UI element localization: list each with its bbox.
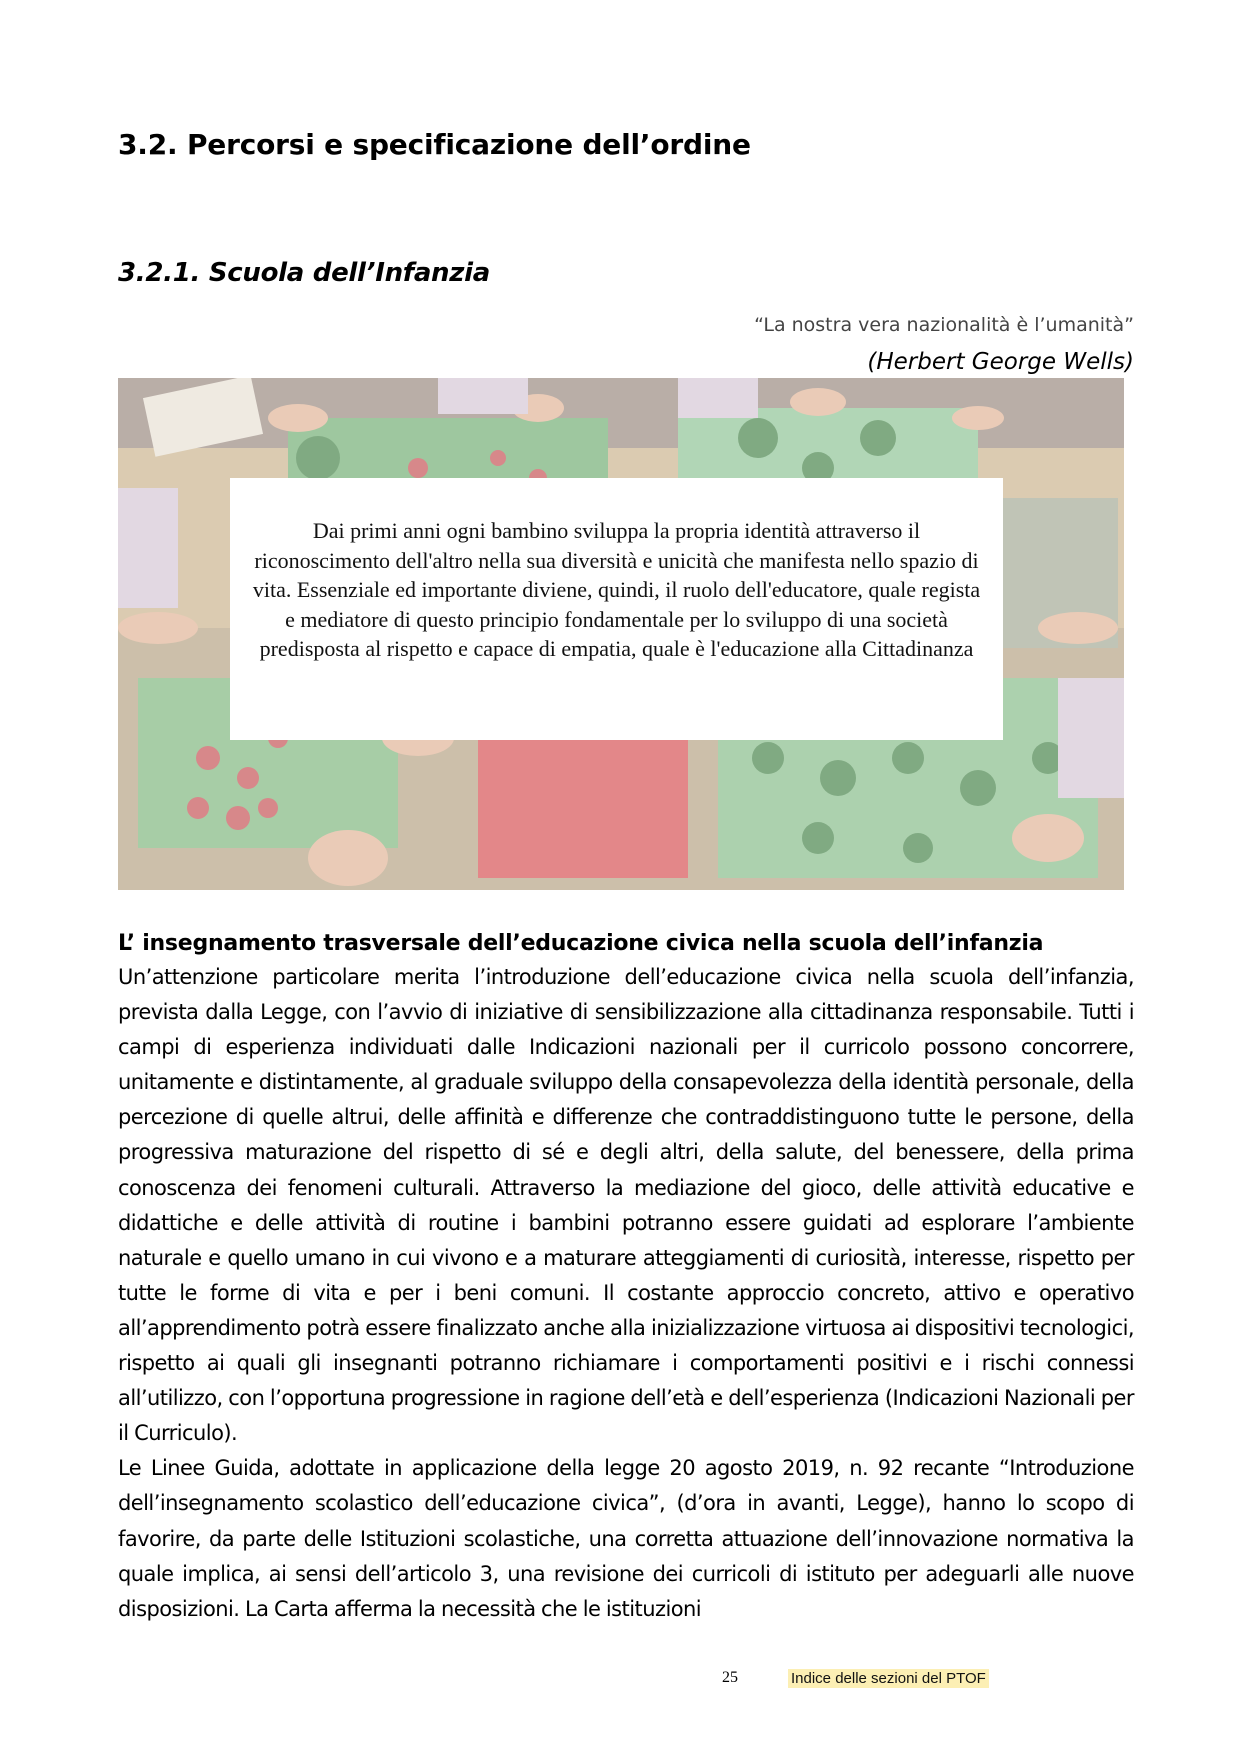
- index-link[interactable]: Indice delle sezioni del PTOF: [788, 1669, 989, 1688]
- photo-caption-text: Dai primi anni ogni bambino sviluppa la propria identità attraverso il riconoscimento dell'altro nella sua diversità e unicità che manifesta nello spazio di vita. Essenziale ed importante diviene, quindi, il ruolo dell'educatore, quale regista e mediatore di questo principio fondamentale per lo sviluppo di una società predisposta al rispetto e capace di empatia, quale è l'educazione alla Cittadinanza: [252, 518, 981, 661]
- epigraph-author: (Herbert George Wells): [867, 349, 1134, 375]
- body-heading: L’ insegnamento trasversale dell’educazione civica nella scuola dell’infanzia: [118, 931, 1044, 956]
- subsection-title: 3.2.1. Scuola dell’Infanzia: [118, 258, 490, 288]
- body-text: [118, 960, 1134, 1627]
- body-paragraph-2: Le Linee Guida, adottate in applicazione della legge 20 agosto 2019, n. 92 recante “Introduzione dell’insegnamento scolastico dell’educazione civica”, (d’ora in avanti, Legge), hanno lo scopo di favorire, da parte delle Istituzioni scolastiche, una corretta attuazione dell’innovazione normativa la quale implica, ai sensi dell’articolo 3, una revisione dei curricoli di istituto per adeguarli alle nuove disposizioni. La Carta afferma la necessità che le istituzioni: [118, 1456, 1134, 1621]
- section-title: 3.2. Percorsi e specificazione dell’ordine: [118, 128, 751, 161]
- page-footer: [0, 1669, 1243, 1693]
- classroom-photo: [118, 378, 1124, 890]
- photo-caption-box: [230, 478, 1003, 740]
- page-number: 25: [722, 1669, 738, 1686]
- epigraph-quote: “La nostra vera nazionalità è l’umanità”: [754, 314, 1134, 336]
- body-paragraph-1: Un’attenzione particolare merita l’introduzione dell’educazione civica nella scuola dell’infanzia, prevista dalla Legge, con l’avvio di iniziative di sensibilizzazione alla cittadinanza responsabile. Tutti i campi di esperienza individuati dalle Indicazioni nazionali per il curricolo possono concorrere, unitamente e distintamente, al graduale sviluppo della consapevolezza della identità personale, della percezione di quelle altrui, delle affinità e differenze che contraddistinguono tutte le persone, della progressiva maturazione del rispetto di sé e degli altri, della salute, del benessere, della prima conoscenza dei fenomeni culturali. Attraverso la mediazione del gioco, delle attività educative e didattiche e delle attività di routine i bambini potranno essere guidati ad esplorare l’ambiente naturale e quello umano in cui vivono e a maturare atteggiamenti di curiosità, interesse, rispetto per tutte le forme di vita e per i beni comuni. Il costante approccio concreto, attivo e operativo all’apprendimento potrà essere finalizzato anche alla inizializzazione virtuosa ai dispositivi tecnologici, rispetto ai quali gli insegnanti potranno richiamare i comportamenti positivi e i rischi connessi all’utilizzo, con l’opportuna progressione in ragione dell’età e dell’esperienza (Indicazioni Nazionali per il Curriculo).: [118, 965, 1134, 1446]
